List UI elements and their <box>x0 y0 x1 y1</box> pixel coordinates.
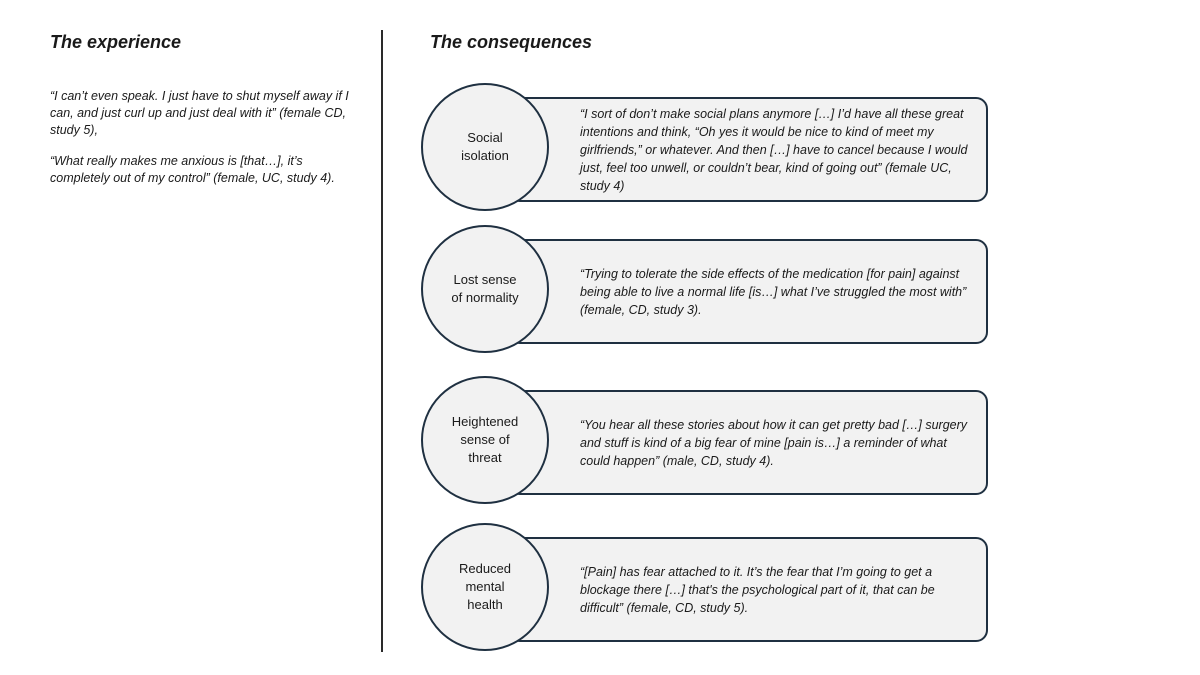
quote-box <box>508 390 988 495</box>
consequence-label: Heightened sense of threat <box>451 414 519 465</box>
consequence-quote: “I sort of don’t make social plans anymore […] I’d have all these great intentions and think, “Oh yes it would be nice to kind of meet my girlfriends,” or whatever. And then […] have to cancel because I would just, feel too unwell, or couldn’t bear, kind of going out” (female UC, study 4) <box>580 106 968 193</box>
consequence-circle <box>421 225 549 353</box>
consequence-circle <box>421 83 549 211</box>
consequences-heading: The consequences <box>430 32 593 52</box>
experience-quote: “What really makes me anxious is [that…], it’s completely out of my control” (female, UC, study 4). <box>50 154 335 185</box>
consequence-quote: “[Pain] has fear attached to it. It’s the fear that I’m going to get a blockage there […] that's the psychological part of it, that can be difficult” (female, CD, study 5). <box>580 564 935 615</box>
consequence-lost-normality <box>421 225 991 357</box>
consequence-label: Lost sense of normality <box>451 272 519 305</box>
experience-quotes <box>50 88 355 201</box>
consequence-quote: “You hear all these stories about how it can get pretty bad […] surgery and stuff is kind of a big fear of mine [pain is…] a reminder of what could happen” (male, CD, study 4). <box>580 417 968 468</box>
quote-box <box>508 239 988 344</box>
consequence-quote: “Trying to tolerate the side effects of the medication [for pain] against being able to live a normal life [is…] what I’ve struggled the most with” (female, CD, study 3). <box>580 266 967 317</box>
consequence-circle <box>421 376 549 504</box>
column-divider <box>381 30 383 652</box>
experience-quote: “I can’t even speak. I just have to shut myself away if I can, and just curl up and just deal with it” (female CD, study 5), <box>50 89 349 137</box>
consequence-reduced-mental-health <box>421 523 991 655</box>
consequence-circle <box>421 523 549 651</box>
consequence-label: Reduced mental health <box>458 561 512 612</box>
experience-heading: The experience <box>50 32 182 52</box>
quote-box <box>508 97 988 202</box>
quote-box <box>508 537 988 642</box>
consequence-social-isolation <box>421 83 991 215</box>
consequence-label: Social isolation <box>461 130 509 163</box>
consequence-heightened-threat <box>421 376 991 508</box>
